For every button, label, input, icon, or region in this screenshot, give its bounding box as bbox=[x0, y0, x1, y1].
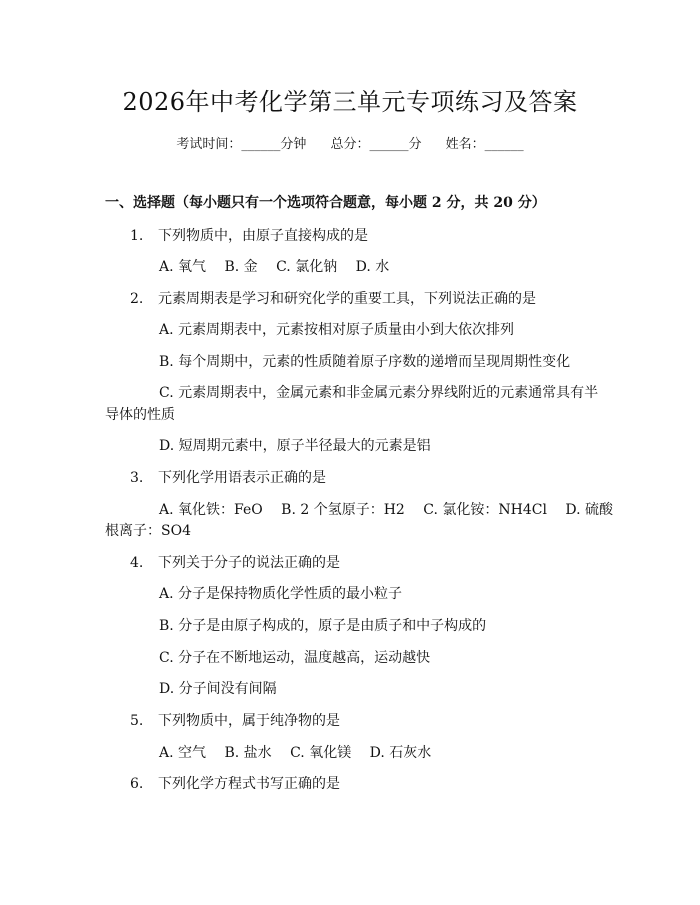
question-text: 下列物质中，由原子直接构成的是 bbox=[158, 228, 368, 244]
question-number: 4. bbox=[130, 555, 144, 571]
question-text: 下列物质中，属于纯净物的是 bbox=[158, 713, 340, 729]
question-2-option-c: C. 元素周期表中，金属元素和非金属元素分界线附近的元素通常具有半 bbox=[159, 385, 599, 401]
question-2 bbox=[130, 288, 536, 308]
student-name-label: 姓名：______ bbox=[445, 137, 524, 152]
question-2-option-a: A. 元素周期表中，元素按相对原子质量由小到大依次排列 bbox=[159, 322, 515, 338]
question-text: 下列化学方程式书写正确的是 bbox=[158, 776, 340, 792]
question-number: 6. bbox=[130, 776, 144, 792]
question-number: 5. bbox=[130, 713, 144, 729]
question-4-option-c: C. 分子在不断地运动，温度越高，运动越快 bbox=[159, 650, 431, 666]
question-2-option-d: D. 短周期元素中，原子半径最大的元素是铝 bbox=[159, 438, 431, 454]
question-1-options: A. 氧气 B. 金 C. 氯化钠 D. 水 bbox=[159, 259, 390, 275]
section-heading: 一、选择题（每小题只有一个选项符合题意，每小题 2 分，共 20 分） bbox=[105, 195, 546, 211]
question-3 bbox=[130, 467, 326, 487]
question-text: 元素周期表是学习和研究化学的重要工具，下列说法正确的是 bbox=[158, 291, 536, 307]
question-2-option-c-wrap: 导体的性质 bbox=[105, 407, 175, 423]
question-3-options: A. 氧化铁：FeO B. 2 个氢原子：H2 C. 氯化铵：NH4Cl D. 硫酸 bbox=[159, 502, 614, 518]
question-3-options-wrap: 根离子：SO4 bbox=[105, 523, 191, 539]
question-text: 下列关于分子的说法正确的是 bbox=[158, 555, 340, 571]
question-text: 下列化学用语表示正确的是 bbox=[158, 470, 326, 486]
question-1 bbox=[130, 225, 368, 245]
question-5-options: A. 空气 B. 盐水 C. 氧化镁 D. 石灰水 bbox=[159, 745, 432, 761]
question-number: 1. bbox=[130, 228, 144, 244]
question-2-option-b: B. 每个周期中，元素的性质随着原子序数的递增而呈现周期性变化 bbox=[159, 354, 571, 370]
question-5 bbox=[130, 710, 340, 730]
total-score-label: 总分：______分 bbox=[330, 137, 422, 152]
question-6 bbox=[130, 773, 340, 793]
question-number: 3. bbox=[130, 470, 144, 486]
question-number: 2. bbox=[130, 291, 144, 307]
page-title: 2026年中考化学第三单元专项练习及答案 bbox=[122, 88, 578, 116]
question-4-option-d: D. 分子间没有间隔 bbox=[159, 681, 277, 697]
question-4-option-a: A. 分子是保持物质化学性质的最小粒子 bbox=[159, 586, 403, 602]
exam-meta bbox=[0, 133, 700, 152]
question-4 bbox=[130, 552, 340, 572]
exam-time-label: 考试时间：______分钟 bbox=[176, 137, 307, 152]
question-4-option-b: B. 分子是由原子构成的，原子是由质子和中子构成的 bbox=[159, 618, 487, 634]
